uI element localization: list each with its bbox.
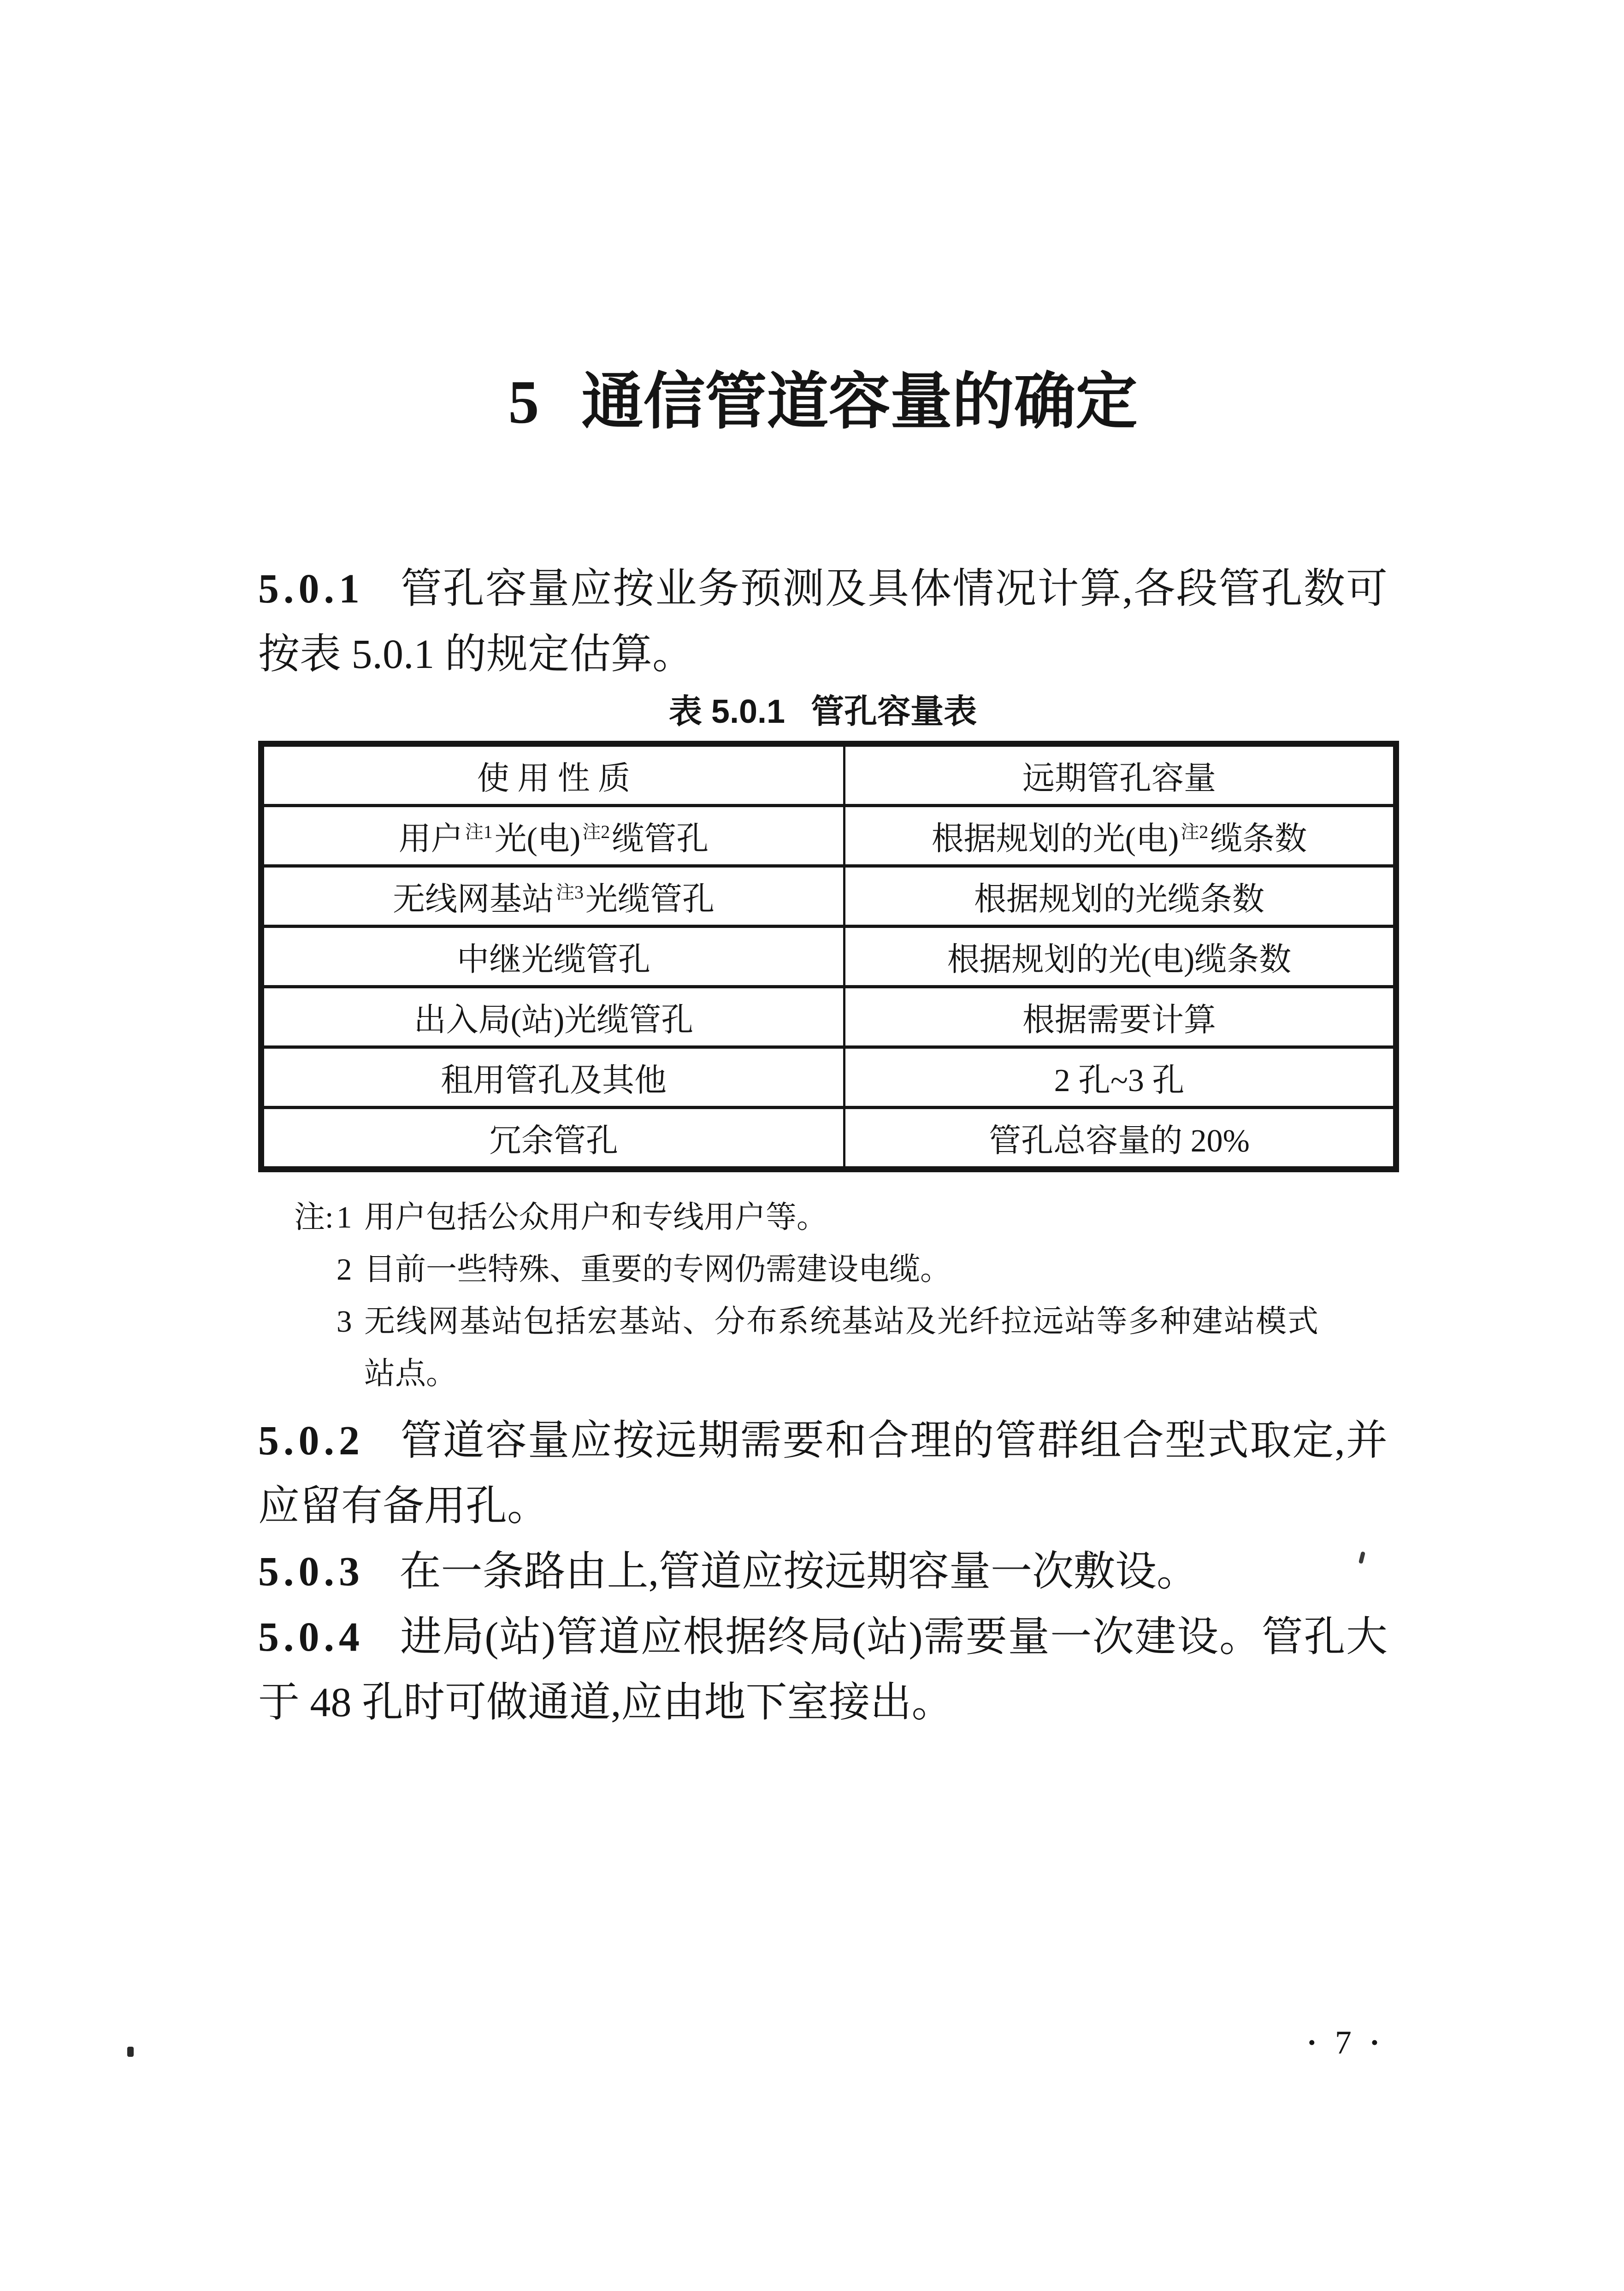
- cell-text: 无线网基站: [393, 881, 554, 917]
- cell-text: 缆条数: [1210, 821, 1307, 857]
- note-ref-superscript: 注2: [582, 821, 610, 843]
- note-prefix: 注:: [294, 1200, 334, 1234]
- cell-text: 光缆管孔: [585, 881, 715, 917]
- clause-text: 管孔容量应按业务预测及具体情况计算,各段管孔数可按表 5.0.1 的规定估算。: [258, 566, 1388, 677]
- cell-text: 冗余管孔: [489, 1123, 618, 1159]
- clause-5-0-1: [258, 556, 1388, 687]
- cell-text: 根据规划的光(电): [931, 821, 1179, 857]
- chapter-number: 5: [508, 368, 539, 436]
- list-item: [294, 1244, 1388, 1296]
- table-cell-capacity: [844, 987, 1396, 1047]
- clause-5-0-4: [258, 1605, 1388, 1736]
- note-text: 用户包括公众用户和专线用户等。: [364, 1200, 827, 1234]
- clause-5-0-2: [258, 1408, 1388, 1539]
- table-cell-usage: [261, 987, 844, 1047]
- table-caption: [258, 695, 1388, 729]
- table-cell-usage: [261, 866, 844, 927]
- table-cell-usage: [261, 806, 844, 866]
- cell-text: 根据规划的光(电)缆条数: [947, 942, 1292, 978]
- table-cell-capacity: [844, 1108, 1396, 1169]
- note-number: 1: [337, 1200, 352, 1234]
- table-row: [261, 1047, 1396, 1108]
- column-header-usage: 使 用 性 质: [261, 744, 844, 806]
- table-row: [261, 927, 1396, 987]
- table-cell-capacity: [844, 806, 1396, 866]
- chapter-title-text: 通信管道容量的确定: [581, 368, 1138, 436]
- note-number: 3: [337, 1305, 352, 1339]
- table-header: [261, 744, 1396, 806]
- table-cell-usage: [261, 1108, 844, 1169]
- column-header-capacity: 远期管孔容量: [1022, 761, 1216, 797]
- clause-text: 在一条路由上,管道应按远期容量一次敷设。: [399, 1549, 1198, 1594]
- table-row: [261, 1108, 1396, 1169]
- list-item: [294, 1192, 1388, 1244]
- page-number: [1308, 2026, 1378, 2059]
- clause-number: 5.0.1: [258, 566, 364, 612]
- table-cell-capacity: [844, 927, 1396, 987]
- page-number-value: 7: [1335, 2024, 1352, 2061]
- note-text: 目前一些特殊、重要的专网仍需建设电缆。: [364, 1252, 951, 1287]
- cell-text: 根据需要计算: [1022, 1002, 1216, 1038]
- table-header-row: [261, 744, 1396, 806]
- table-cell-usage: [261, 927, 844, 987]
- cell-text: 光(电): [494, 821, 581, 857]
- clause-number: 5.0.2: [258, 1418, 364, 1464]
- cell-text: 出入局(站)光缆管孔: [413, 1002, 694, 1038]
- table-notes: [294, 1192, 1388, 1400]
- page-number-dot: •: [1370, 2031, 1378, 2054]
- table-caption-label: 表 5.0.1: [668, 693, 785, 730]
- cell-text: 根据规划的光缆条数: [974, 881, 1264, 917]
- note-ref-superscript: 注1: [465, 821, 493, 843]
- clause-text: 管道容量应按远期需要和合理的管群组合型式取定,并应留有备用孔。: [258, 1418, 1388, 1529]
- cell-text: 缆管孔: [612, 821, 709, 857]
- table-row: [261, 866, 1396, 927]
- pipe-capacity-table: [258, 741, 1399, 1172]
- clause-5-0-3: [258, 1539, 1388, 1605]
- note-ref-superscript: 注3: [556, 882, 584, 903]
- table-row: [261, 987, 1396, 1047]
- table-cell-capacity: [844, 1047, 1396, 1108]
- clause-group: [258, 1408, 1388, 1736]
- table-caption-title: 管孔容量表: [811, 693, 977, 730]
- clause-text: 进局(站)管道应根据终局(站)需要量一次建设。管孔大于 48 孔时可做通道,应由地下室接出。: [258, 1614, 1388, 1725]
- cell-text: 用户: [398, 821, 463, 857]
- capacity-table-body: [261, 806, 1396, 1169]
- table-row: [261, 806, 1396, 866]
- note-ref-superscript: 注2: [1181, 821, 1209, 843]
- cell-text: 中继光缆管孔: [457, 942, 650, 978]
- cell-text: 管孔总容量的 20%: [989, 1123, 1250, 1159]
- note-number: 2: [337, 1252, 352, 1287]
- clause-number: 5.0.3: [258, 1549, 364, 1594]
- notes-list: [294, 1192, 1388, 1400]
- cell-text: 租用管孔及其他: [441, 1063, 667, 1098]
- list-item: [294, 1296, 1388, 1400]
- cell-text: 2 孔~3 孔: [1054, 1063, 1185, 1098]
- table-cell-usage: [261, 1047, 844, 1108]
- chapter-title: [258, 368, 1388, 436]
- table-cell-capacity: [844, 866, 1396, 927]
- page-number-dot: •: [1308, 2031, 1316, 2054]
- clause-number: 5.0.4: [258, 1614, 364, 1660]
- note-text: 无线网基站包括宏基站、分布系统基站及光纤拉远站等多种建站模式站点。: [364, 1305, 1318, 1391]
- scan-artifact: [127, 2047, 134, 2057]
